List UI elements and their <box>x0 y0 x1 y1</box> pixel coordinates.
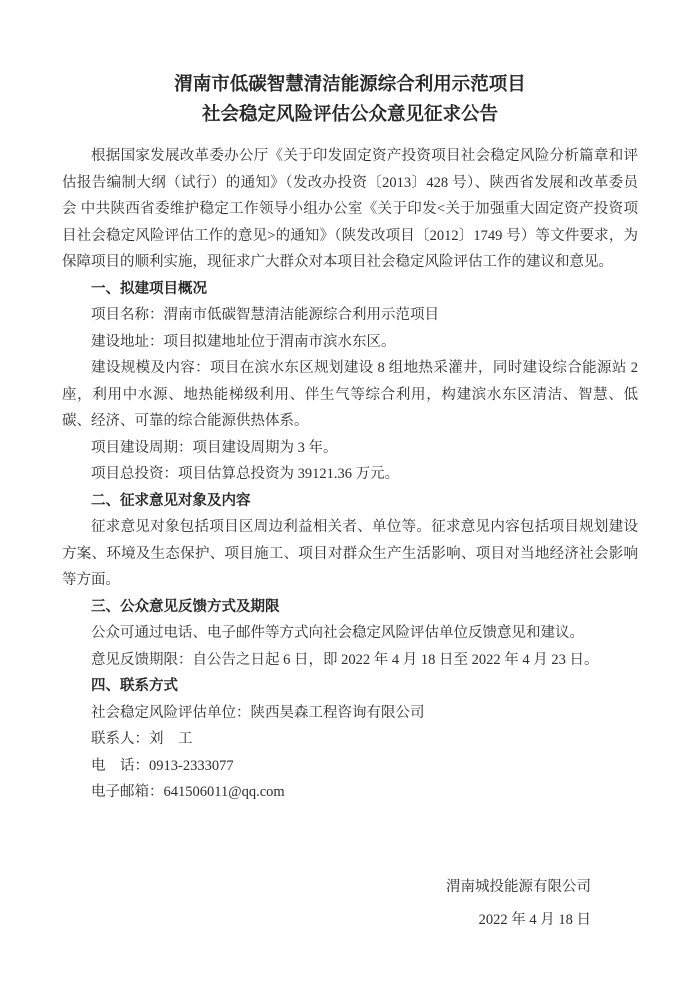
paragraph-project-address: 建设地址：项目拟建地址位于渭南市滨水东区。 <box>91 333 396 350</box>
section-heading-4: 四、联系方式 <box>91 678 178 695</box>
paragraph-contact-person: 联系人：刘 工 <box>91 731 193 748</box>
document-title-line-2: 社会稳定风险评估公众意见征求公告 <box>201 105 498 126</box>
paragraph-project-name: 项目名称：渭南市低碳智慧清洁能源综合利用示范项目 <box>91 307 439 324</box>
paragraph-project-period: 项目建设周期：项目建设周期为 3 年。 <box>91 439 338 456</box>
signature-company: 渭南城投能源有限公司 <box>446 878 591 895</box>
document-title-line-1: 渭南市低碳智慧清洁能源综合利用示范项目 <box>174 75 526 96</box>
section-heading-3: 三、公众意见反馈方式及期限 <box>91 598 280 615</box>
paragraph-project-investment: 项目总投资：项目估算总投资为 39121.36 万元。 <box>91 466 400 483</box>
paragraph-feedback-deadline: 意见反馈期限：自公告之日起 6 日，即 2022 年 4 月 18 日至 2022 年 4 月 23 日。 <box>91 651 599 668</box>
paragraph-assessment-unit: 社会稳定风险评估单位：陕西昊森工程咨询有限公司 <box>91 704 425 721</box>
document-title <box>62 70 638 130</box>
section-heading-1: 一、拟建项目概况 <box>91 280 207 297</box>
paragraph-contact-email: 电子邮箱：641506011@qq.com <box>91 784 285 801</box>
paragraph-feedback-method: 公众可通过电话、电子邮件等方式向社会稳定风险评估单位反馈意见和建议。 <box>91 625 584 642</box>
section-heading-2: 二、征求意见对象及内容 <box>91 492 251 509</box>
signature-date: 2022 年 4 月 18 日 <box>478 911 591 928</box>
paragraph-project-scale: 建设规模及内容：项目在滨水东区规划建设 8 组地热采灌井，同时建设综合能源站 2 座，利用中水源、地热能梯级利用、伴生气等综合利用，构建滨水东区清洁、智慧、低碳、经济、可靠的综合能源供热体系。 <box>62 360 638 430</box>
document-body <box>62 143 638 806</box>
paragraph-contact-phone: 电 话：0913-2333077 <box>91 757 234 774</box>
paragraph-intro: 根据国家发展改革委办公厅《关于印发固定资产投资项目社会稳定风险分析篇章和评估报告编制大纲（试行）的通知》（发改办投资〔2013〕428 号）、陕西省发展和改革委员会 中共陕西省委维护稳定工作领导小组办公室《关于印发<关于加强重大固定资产投资项目社会稳定风险评估工作的意见>的通知》（陕发改项目〔2012〕1749 号）等文件要求，为保障项目的顺利实施，现征求广大群众对本项目社会稳定风险评估工作的建议和意见。 <box>62 148 638 271</box>
signature-block <box>62 871 638 937</box>
paragraph-opinion-scope: 征求意见对象包括项目区周边利益相关者、单位等。征求意见内容包括项目规划建设方案、环境及生态保护、项目施工、项目对群众生产生活影响、项目对当地经济社会影响等方面。 <box>62 519 638 589</box>
